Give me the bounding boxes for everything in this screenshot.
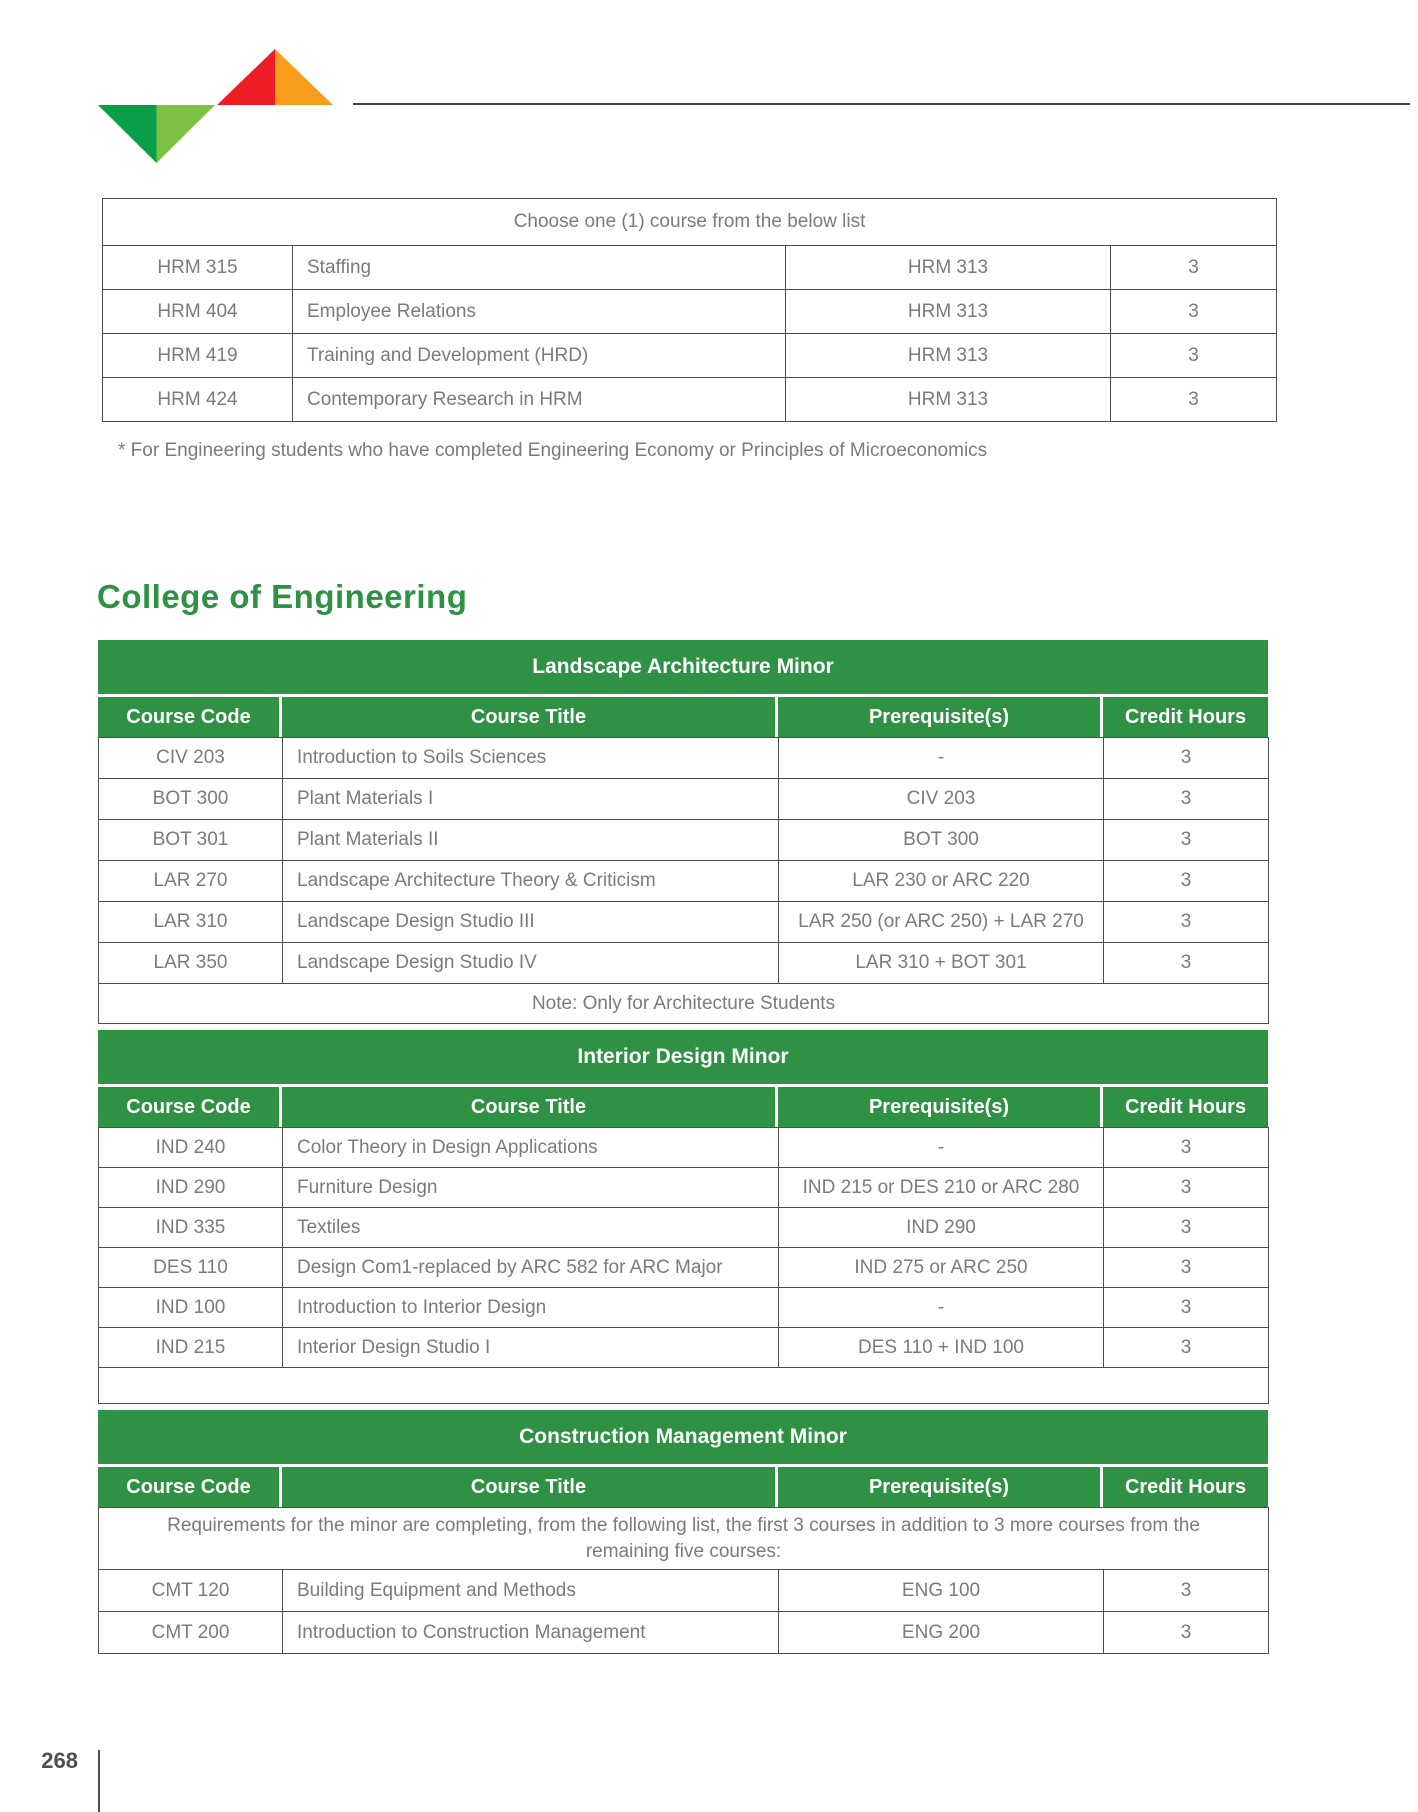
table-column-headers bbox=[98, 1467, 1268, 1507]
column-header-prerequisites: Prerequisite(s) bbox=[778, 1087, 1103, 1127]
cell-prerequisites: IND 215 or DES 210 or ARC 280 bbox=[779, 1168, 1104, 1208]
header-divider bbox=[353, 103, 1410, 105]
minor-tables-section bbox=[98, 640, 1268, 1654]
footnote: * For Engineering students who have completed Engineering Economy or Principles of Microeconomics bbox=[118, 440, 988, 461]
table-header-row bbox=[103, 199, 1277, 246]
table-row bbox=[99, 1168, 1269, 1208]
cell-course-code: HRM 404 bbox=[103, 290, 293, 334]
table-title-banner: Construction Management Minor bbox=[98, 1410, 1268, 1464]
construction-minor-table bbox=[98, 1410, 1268, 1654]
requirements-text: Requirements for the minor are completing, from the following list, the first 3 courses in addition to 3 more courses from the remaining five courses: bbox=[99, 1508, 1269, 1570]
cell-credit-hours: 3 bbox=[1111, 246, 1277, 290]
table-row bbox=[99, 1612, 1269, 1654]
cell-prerequisites: CIV 203 bbox=[779, 779, 1104, 820]
table-row bbox=[99, 779, 1269, 820]
cell-prerequisites: - bbox=[779, 1128, 1104, 1168]
cell-course-code: BOT 301 bbox=[99, 820, 283, 861]
table-column-headers bbox=[98, 1087, 1268, 1127]
column-header-prerequisites: Prerequisite(s) bbox=[778, 1467, 1103, 1507]
table-note-row bbox=[99, 984, 1269, 1024]
column-header-course-title: Course Title bbox=[282, 1467, 778, 1507]
cell-course-title: Introduction to Interior Design bbox=[283, 1288, 779, 1328]
cell-course-code: BOT 300 bbox=[99, 779, 283, 820]
column-header-prerequisites: Prerequisite(s) bbox=[778, 697, 1103, 737]
cell-course-title: Contemporary Research in HRM bbox=[293, 378, 786, 422]
table-row bbox=[99, 820, 1269, 861]
cell-course-title: Introduction to Soils Sciences bbox=[283, 738, 779, 779]
cell-course-title: Plant Materials I bbox=[283, 779, 779, 820]
cell-credit-hours: 3 bbox=[1104, 943, 1269, 984]
table-row bbox=[103, 378, 1277, 422]
cell-course-title: Staffing bbox=[293, 246, 786, 290]
cell-credit-hours: 3 bbox=[1111, 378, 1277, 422]
table-row bbox=[99, 861, 1269, 902]
cell-course-code: IND 240 bbox=[99, 1128, 283, 1168]
cell-course-title: Building Equipment and Methods bbox=[283, 1570, 779, 1612]
cell-course-title: Landscape Design Studio IV bbox=[283, 943, 779, 984]
column-header-credit-hours: Credit Hours bbox=[1103, 1087, 1268, 1127]
table-row bbox=[99, 1570, 1269, 1612]
cell-prerequisites: IND 290 bbox=[779, 1208, 1104, 1248]
column-header-course-title: Course Title bbox=[282, 1087, 778, 1127]
cell-course-title: Landscape Architecture Theory & Criticism bbox=[283, 861, 779, 902]
cell-credit-hours: 3 bbox=[1111, 334, 1277, 378]
interior-minor-table bbox=[98, 1030, 1268, 1404]
cell-course-code: DES 110 bbox=[99, 1248, 283, 1288]
cell-course-code: CMT 120 bbox=[99, 1570, 283, 1612]
logo-triangle-light-green bbox=[157, 105, 216, 163]
table-title-banner: Landscape Architecture Minor bbox=[98, 640, 1268, 694]
cell-credit-hours: 3 bbox=[1104, 1328, 1269, 1368]
cell-course-code: IND 215 bbox=[99, 1328, 283, 1368]
cell-course-code: IND 100 bbox=[99, 1288, 283, 1328]
cell-prerequisites: HRM 313 bbox=[786, 334, 1111, 378]
table-row bbox=[99, 738, 1269, 779]
logo-triangle-orange bbox=[275, 49, 333, 105]
hrm-elective-table bbox=[102, 198, 1277, 422]
cell-course-title: Design Com1-replaced by ARC 582 for ARC Major bbox=[283, 1248, 779, 1288]
table-row bbox=[99, 1328, 1269, 1368]
cell-credit-hours: 3 bbox=[1104, 1288, 1269, 1328]
table-row bbox=[103, 290, 1277, 334]
table-row bbox=[99, 1208, 1269, 1248]
cell-course-code: LAR 270 bbox=[99, 861, 283, 902]
cell-course-code: IND 335 bbox=[99, 1208, 283, 1248]
table-row bbox=[99, 943, 1269, 984]
cell-prerequisites: BOT 300 bbox=[779, 820, 1104, 861]
cell-credit-hours: 3 bbox=[1111, 290, 1277, 334]
cell-credit-hours: 3 bbox=[1104, 1208, 1269, 1248]
table-requirements-row bbox=[99, 1508, 1269, 1570]
cell-prerequisites: DES 110 + IND 100 bbox=[779, 1328, 1104, 1368]
table-note: Note: Only for Architecture Students bbox=[99, 984, 1269, 1024]
column-header-credit-hours: Credit Hours bbox=[1103, 1467, 1268, 1507]
cell-prerequisites: ENG 100 bbox=[779, 1570, 1104, 1612]
table-span-header: Choose one (1) course from the below list bbox=[103, 199, 1277, 246]
cell-credit-hours: 3 bbox=[1104, 1570, 1269, 1612]
cell-credit-hours: 3 bbox=[1104, 820, 1269, 861]
cell-course-title: Plant Materials II bbox=[283, 820, 779, 861]
cell-course-code: HRM 424 bbox=[103, 378, 293, 422]
cell-course-code: HRM 315 bbox=[103, 246, 293, 290]
table-empty-row bbox=[99, 1368, 1269, 1404]
cell-course-title: Textiles bbox=[283, 1208, 779, 1248]
column-header-course-title: Course Title bbox=[282, 697, 778, 737]
cell-credit-hours: 3 bbox=[1104, 1168, 1269, 1208]
page-number-divider bbox=[98, 1750, 100, 1812]
column-header-course-code: Course Code bbox=[98, 697, 282, 737]
university-logo-icon bbox=[98, 45, 335, 165]
cell-course-code: CIV 203 bbox=[99, 738, 283, 779]
cell-prerequisites: - bbox=[779, 1288, 1104, 1328]
cell-course-title: Employee Relations bbox=[293, 290, 786, 334]
column-header-credit-hours: Credit Hours bbox=[1103, 697, 1268, 737]
cell-credit-hours: 3 bbox=[1104, 861, 1269, 902]
cell-prerequisites: LAR 230 or ARC 220 bbox=[779, 861, 1104, 902]
cell-course-code: CMT 200 bbox=[99, 1612, 283, 1654]
cell-prerequisites: HRM 313 bbox=[786, 290, 1111, 334]
cell-prerequisites: ENG 200 bbox=[779, 1612, 1104, 1654]
cell-prerequisites: LAR 250 (or ARC 250) + LAR 270 bbox=[779, 902, 1104, 943]
page-number: 268 bbox=[41, 1748, 78, 1773]
table-row bbox=[99, 1288, 1269, 1328]
logo-triangle-red bbox=[217, 49, 275, 105]
cell-credit-hours: 3 bbox=[1104, 738, 1269, 779]
logo-triangle-dark-green bbox=[98, 105, 157, 163]
cell-prerequisites: LAR 310 + BOT 301 bbox=[779, 943, 1104, 984]
cell-course-code: LAR 350 bbox=[99, 943, 283, 984]
table-row bbox=[99, 902, 1269, 943]
table-row bbox=[103, 334, 1277, 378]
column-header-course-code: Course Code bbox=[98, 1467, 282, 1507]
table-column-headers bbox=[98, 697, 1268, 737]
cell-credit-hours: 3 bbox=[1104, 902, 1269, 943]
cell-credit-hours: 3 bbox=[1104, 1248, 1269, 1288]
table-row bbox=[99, 1248, 1269, 1288]
cell-course-title: Color Theory in Design Applications bbox=[283, 1128, 779, 1168]
cell-prerequisites: IND 275 or ARC 250 bbox=[779, 1248, 1104, 1288]
cell-course-code: HRM 419 bbox=[103, 334, 293, 378]
cell-course-title: Interior Design Studio I bbox=[283, 1328, 779, 1368]
landscape-minor-table bbox=[98, 640, 1268, 1024]
column-header-course-code: Course Code bbox=[98, 1087, 282, 1127]
table-row bbox=[99, 1128, 1269, 1168]
cell-credit-hours: 3 bbox=[1104, 1128, 1269, 1168]
cell-prerequisites: HRM 313 bbox=[786, 246, 1111, 290]
cell-course-title: Furniture Design bbox=[283, 1168, 779, 1208]
cell-credit-hours: 3 bbox=[1104, 1612, 1269, 1654]
empty-cell bbox=[99, 1368, 1269, 1404]
cell-course-title: Landscape Design Studio III bbox=[283, 902, 779, 943]
cell-credit-hours: 3 bbox=[1104, 779, 1269, 820]
page-title: College of Engineering bbox=[97, 578, 468, 615]
table-title-banner: Interior Design Minor bbox=[98, 1030, 1268, 1084]
cell-course-title: Introduction to Construction Management bbox=[283, 1612, 779, 1654]
cell-prerequisites: - bbox=[779, 738, 1104, 779]
cell-course-code: LAR 310 bbox=[99, 902, 283, 943]
table-row bbox=[103, 246, 1277, 290]
cell-prerequisites: HRM 313 bbox=[786, 378, 1111, 422]
cell-course-code: IND 290 bbox=[99, 1168, 283, 1208]
cell-course-title: Training and Development (HRD) bbox=[293, 334, 786, 378]
